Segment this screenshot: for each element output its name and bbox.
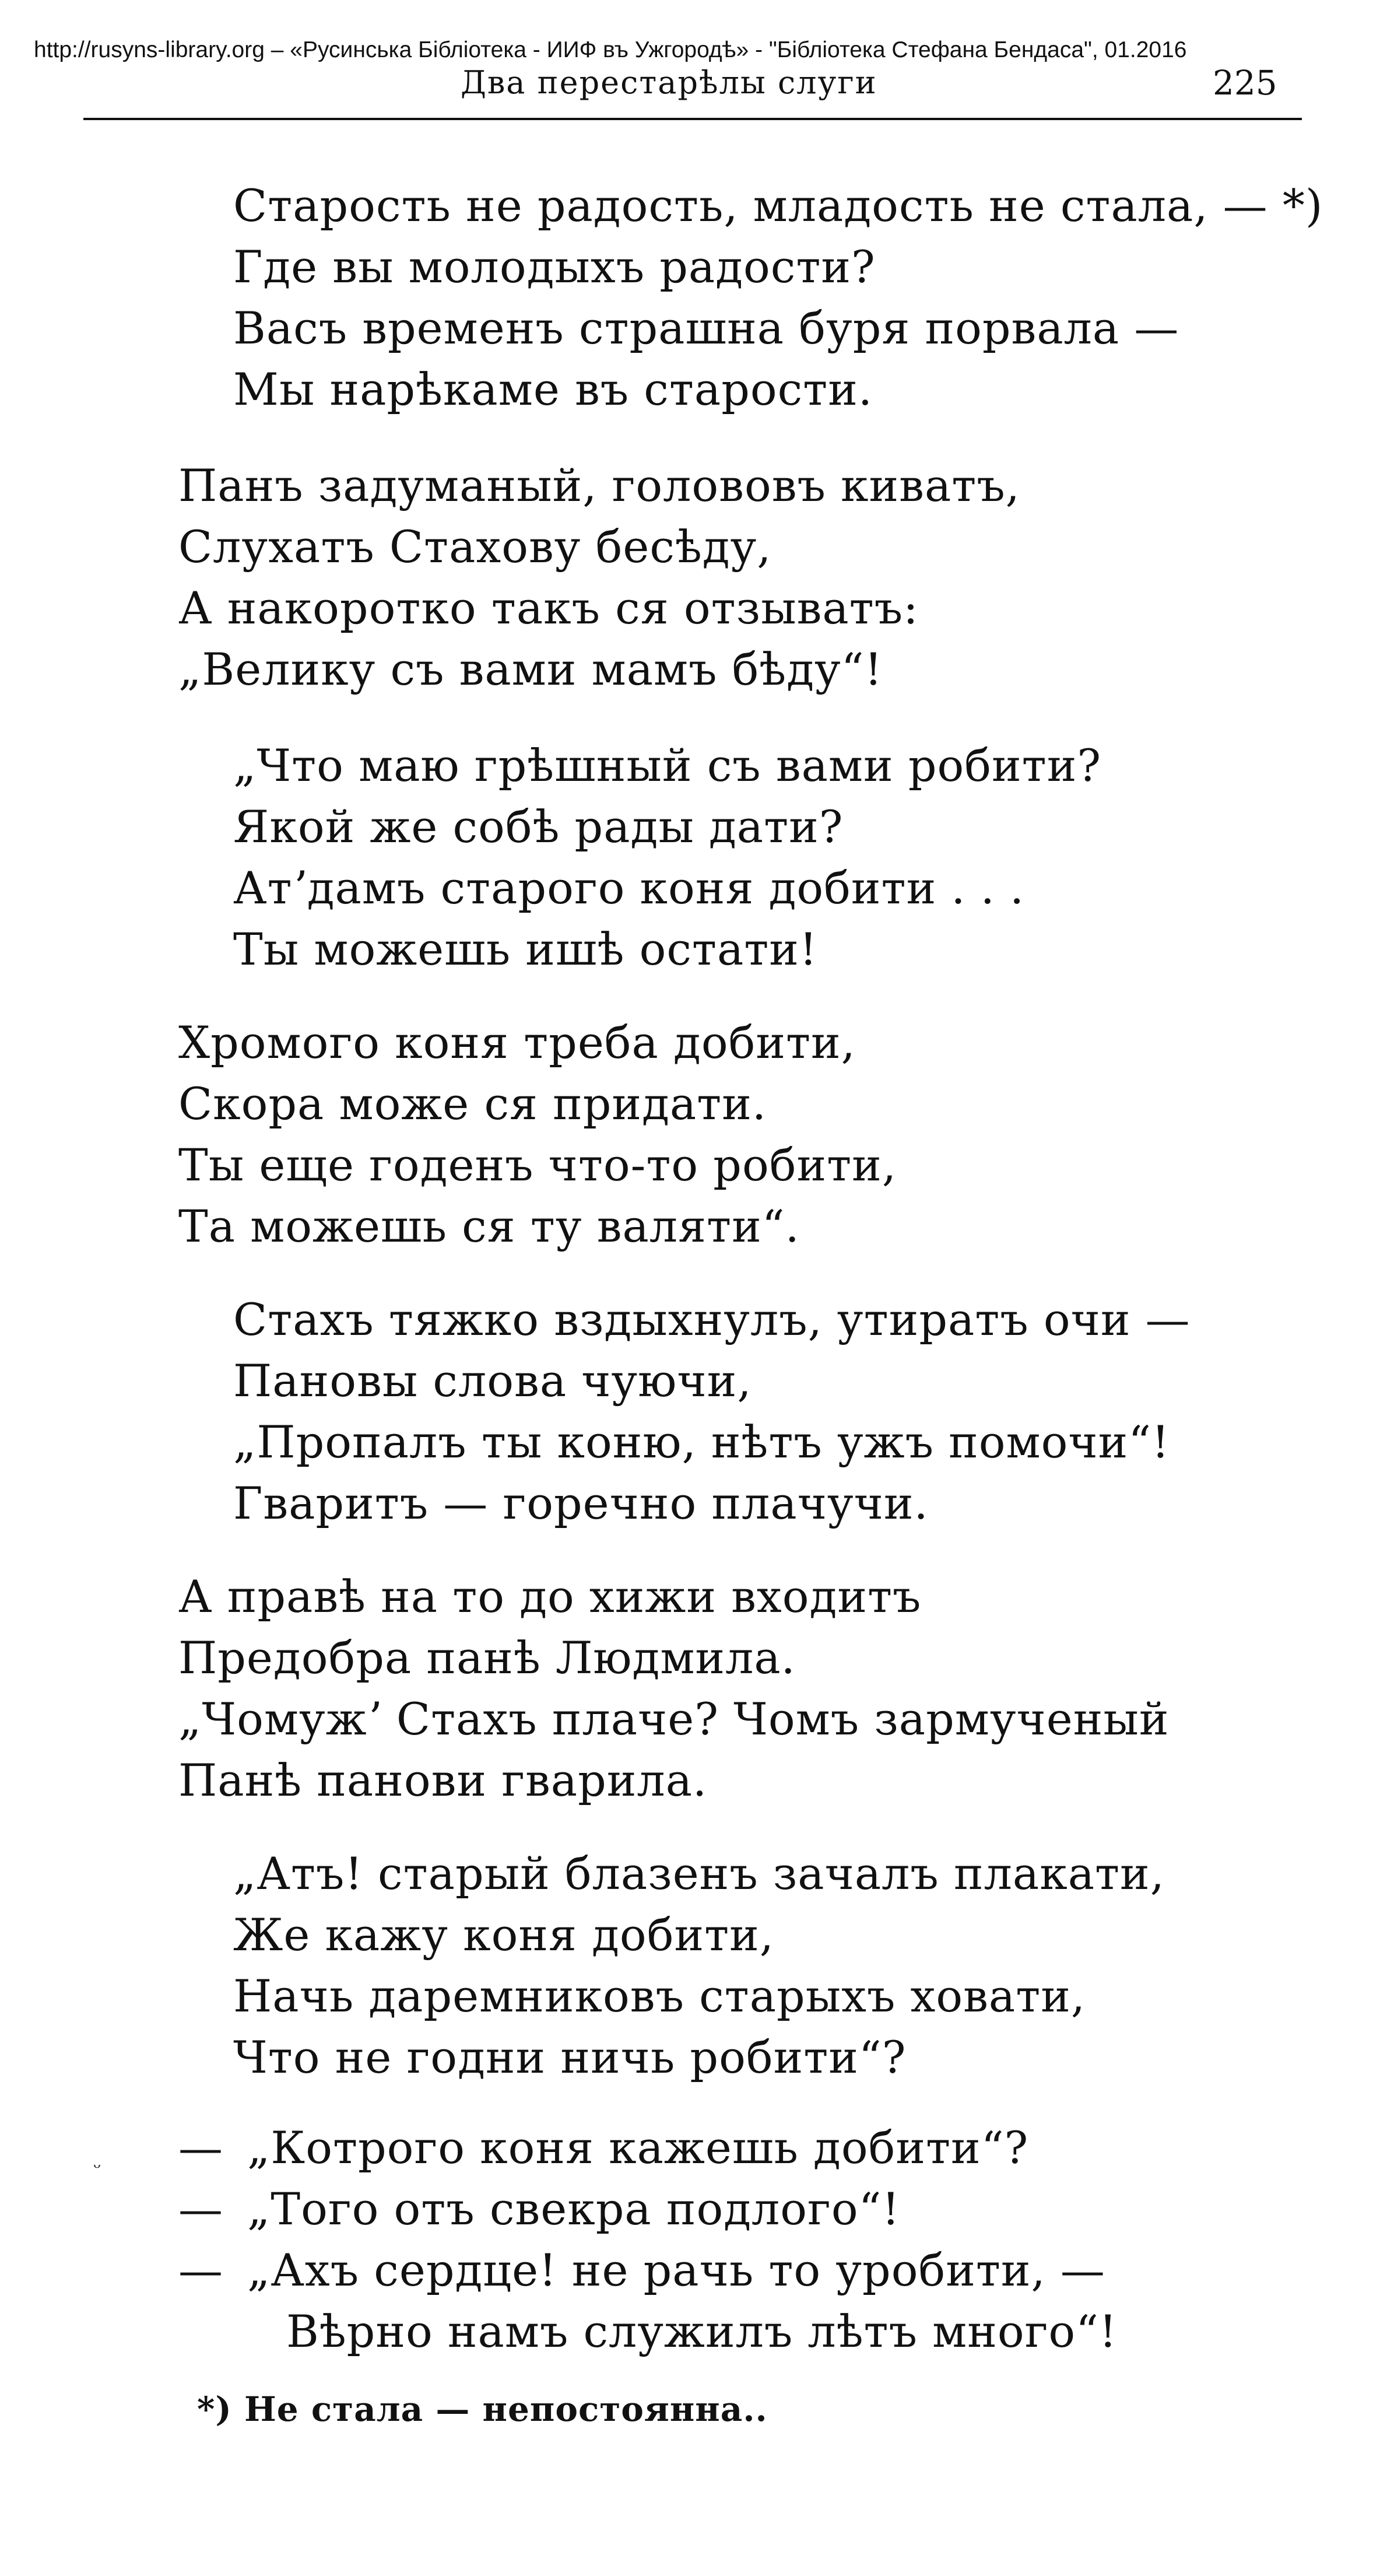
poem-line: Старость не радость, младость не стала, — *) <box>233 180 1323 232</box>
dialog-dash: — <box>178 2122 223 2174</box>
poem-line: А накоротко такъ ся отзыватъ: <box>178 582 919 634</box>
poem-line: „Чомужʼ Стахъ плаче? Чомъ зармученый <box>178 1693 1170 1745</box>
poem-line: Ты еще годенъ что-то робити, <box>178 1139 897 1191</box>
page-number: 225 <box>1213 63 1277 103</box>
stanza-6 <box>178 1566 1170 1811</box>
poem-line: Где вы молодыхъ радости? <box>233 241 876 293</box>
poem-line: Скора може ся придати. <box>178 1078 767 1130</box>
poem-line: Панѣ панови гварила. <box>178 1754 708 1806</box>
poem-line: Атʼдамъ старого коня добити . . . <box>233 862 1025 914</box>
dialog-stanza <box>178 2117 1118 2362</box>
dialog-line-text: „Того отъ свекра подлого“! <box>247 2183 901 2235</box>
poem-line: Же кажу коня добити, <box>233 1909 774 1961</box>
stanza-7 <box>233 1843 1165 2088</box>
dialog-line <box>178 2239 1118 2301</box>
dialog-dash: — <box>178 2244 223 2296</box>
poem-line: Слухатъ Стахову бесѣду, <box>178 521 772 573</box>
poem-line: Начь даремниковъ старыхъ ховати, <box>233 1970 1086 2022</box>
stanza-4 <box>178 1012 897 1257</box>
stanza-1 <box>233 175 1323 420</box>
poem-line: Якой же собѣ рады дати? <box>233 801 844 853</box>
poem-line: Что не годни ничь робити“? <box>233 2031 907 2083</box>
dialog-line-text: „Ахъ сердце! не рачь то уробити, — <box>247 2244 1105 2296</box>
poem-line: Мы нарѣкаме въ старости. <box>233 363 873 415</box>
poem-line: Гваритъ — горечно плачучи. <box>233 1477 929 1529</box>
poem-line: „Пропалъ ты коню, нѣтъ ужъ помочи“! <box>233 1416 1170 1468</box>
stanza-2 <box>178 455 1020 700</box>
poem-line: А правѣ на то до хижи входитъ <box>178 1571 922 1622</box>
poem-line: Панъ задуманый, голововъ киватъ, <box>178 460 1020 511</box>
poem-line: Хромого коня треба добити, <box>178 1017 856 1068</box>
poem-line: „Что маю грѣшный съ вами робити? <box>233 739 1102 791</box>
dialog-line <box>178 2117 1118 2178</box>
poem-line: „Велику съ вами мамъ бѣду“! <box>178 643 883 695</box>
poem-line: Та можешь ся ту валяти“. <box>178 1200 800 1252</box>
stray-mark: ᵕ <box>93 2156 101 2179</box>
poem-line: Ты можешь ишѣ остати! <box>233 923 818 975</box>
poem-line: Стахъ тяжко вздыхнулъ, утиратъ очи — <box>233 1294 1191 1345</box>
footnote: *) Не стала — непостоянна.. <box>197 2389 768 2429</box>
dialog-line <box>178 2178 1118 2239</box>
dialog-line-text: „Котрого коня кажешь добити“? <box>247 2122 1029 2174</box>
running-title: Два перестарѣлы слуги <box>461 64 877 101</box>
stanza-3 <box>233 735 1101 980</box>
dialog-dash: — <box>178 2183 223 2235</box>
poem-line: „Атъ! старый блазенъ зачалъ плакати, <box>233 1848 1165 1899</box>
poem-line: Предобра панѣ Людмила. <box>178 1632 796 1684</box>
poem-line: Васъ временъ страшна буря порвала — <box>233 302 1179 354</box>
poem-line: Пановы слова чуючи, <box>233 1355 752 1407</box>
dialog-continuation-line: Вѣрно намъ служилъ лѣтъ много“! <box>286 2305 1118 2357</box>
stanza-5 <box>233 1289 1191 1534</box>
source-attribution: http://rusyns-library.org – «Русинська Бібліотека - ИИФ въ Ужгородѣ» - "Бібліотека Стефана Бендаса", 01.2016 <box>34 37 1187 62</box>
header-rule <box>83 118 1302 120</box>
